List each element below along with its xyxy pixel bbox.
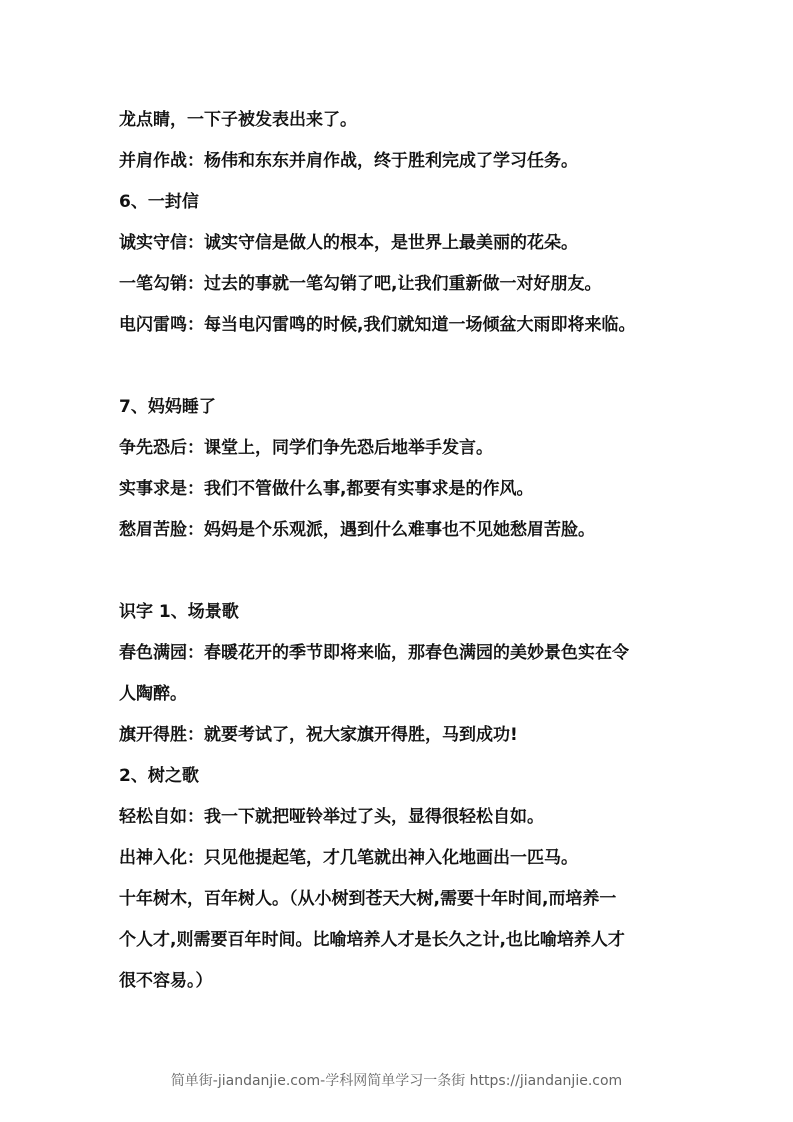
document-body bbox=[119, 100, 679, 1002]
text-line: 很不容易。） bbox=[119, 971, 213, 991]
section-heading: 7、妈妈睡了 bbox=[119, 397, 216, 417]
text-line: 电闪雷鸣：每当电闪雷鸣的时候,我们就知道一场倾盆大雨即将来临。 bbox=[119, 315, 636, 335]
text-line: 个人才,则需要百年时间。比喻培养人才是长久之计,也比喻培养人才 bbox=[119, 930, 625, 950]
text-line: 诚实守信：诚实守信是做人的根本，是世界上最美丽的花朵。 bbox=[119, 233, 578, 253]
text-line: 春色满园：春暖花开的季节即将来临，那春色满园的美妙景色实在令 bbox=[119, 643, 629, 663]
text-line: 实事求是：我们不管做什么事,都要有实事求是的作风。 bbox=[119, 479, 534, 499]
text-line: 人陶醉。 bbox=[119, 684, 187, 704]
text-line: 龙点睛，一下子被发表出来了。 bbox=[119, 110, 357, 130]
text-line: 旗开得胜：就要考试了，祝大家旗开得胜，马到成功! bbox=[119, 725, 518, 745]
text-line: 十年树木，百年树人。（从小树到苍天大树,需要十年时间,而培养一 bbox=[119, 889, 617, 909]
section-heading: 识字 1、场景歌 bbox=[119, 602, 239, 622]
text-line: 并肩作战：杨伟和东东并肩作战，终于胜利完成了学习任务。 bbox=[119, 151, 578, 171]
text-line: 出神入化：只见他提起笔，才几笔就出神入化地画出一匹马。 bbox=[119, 848, 578, 868]
text-line: 一笔勾销：过去的事就一笔勾销了吧,让我们重新做一对好朋友。 bbox=[119, 274, 602, 294]
text-line: 愁眉苦脸：妈妈是个乐观派，遇到什么难事也不见她愁眉苦脸。 bbox=[119, 520, 595, 540]
text-line: 轻松自如：我一下就把哑铃举过了头，显得很轻松自如。 bbox=[119, 807, 544, 827]
section-heading: 2、树之歌 bbox=[119, 766, 199, 786]
text-line: 争先恐后：课堂上，同学们争先恐后地举手发言。 bbox=[119, 438, 493, 458]
section-heading: 6、一封信 bbox=[119, 192, 199, 212]
page-footer: 简单街-jiandanjie.com-学科网简单学习一条街 https://jiandanjie.com bbox=[170, 1073, 623, 1089]
